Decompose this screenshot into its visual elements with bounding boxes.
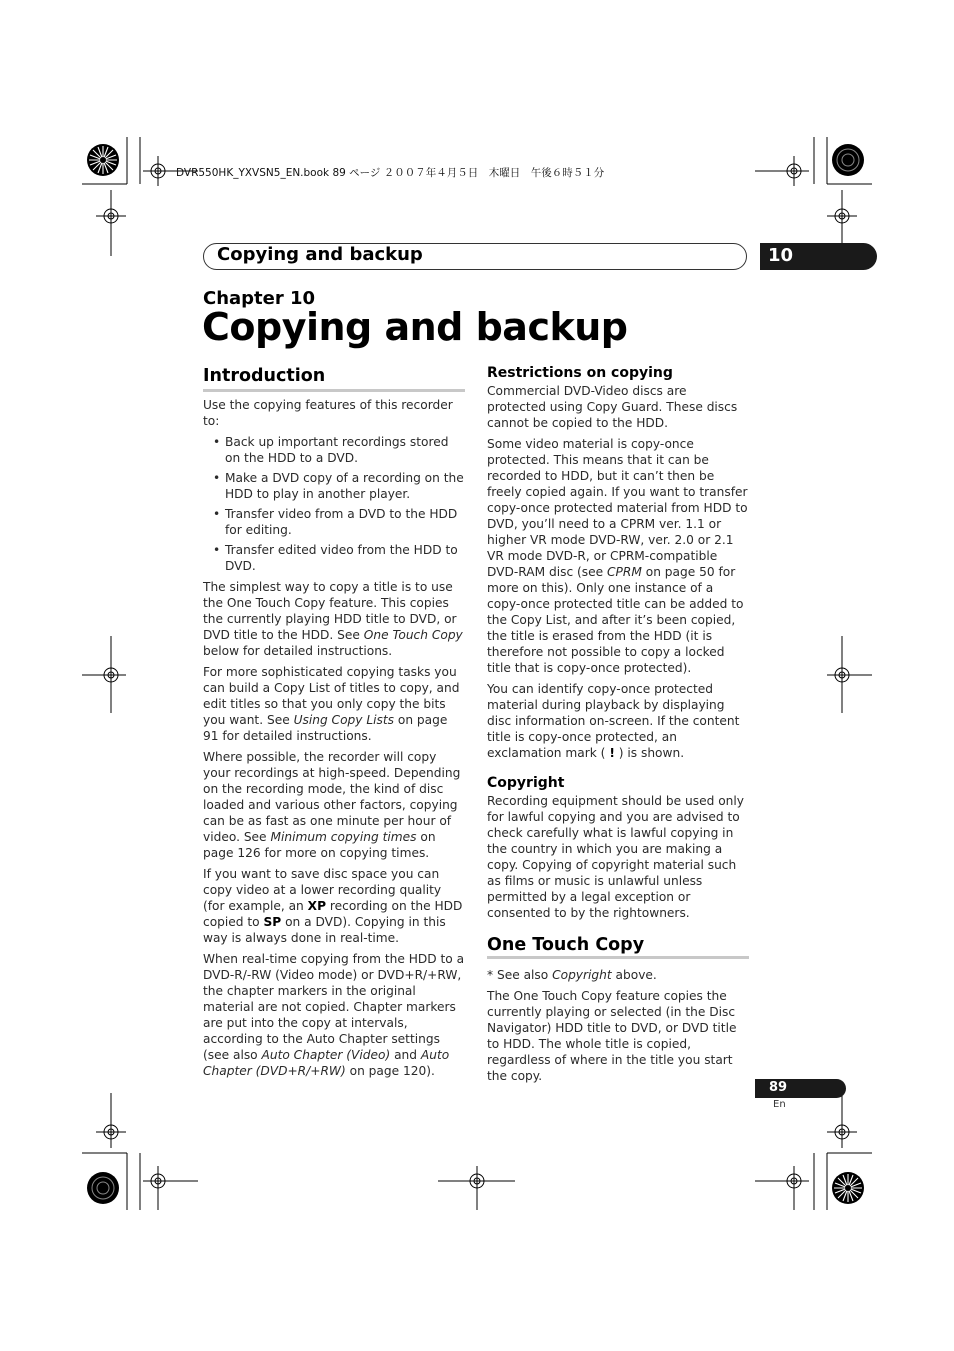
registration-mark: [827, 1093, 857, 1148]
restrictions-paragraph: Some video material is copy-once protected. This means that it can be recorded to HDD, but it can’t then be freely copied again. If you want to transfer copy-once protected material from HDD to DVD, you’ll need to a CPRM ver. 1.1 or higher VR mode DVD-RW, ver. 2.0 or 2.1 VR mode DVD-R, or CPRM-compatible DVD-RAM disc (see CPRM on page 50 for more on this). Only one instance of a copy-once protected title can be added to the Copy List, and after it’s been copied, the title is erased from the HDD (it is therefore not possible to copy a locked title that is copy-once protected).: [487, 437, 748, 675]
page-title: Copying and backup: [202, 305, 628, 349]
registration-mark: [755, 1166, 809, 1210]
list-item: • Transfer video from a DVD to the HDD for editing.: [203, 506, 465, 538]
one-touch-paragraph: The One Touch Copy feature copies the currently playing or selected (in the Disc Navigator) HDD title to DVD, or DVD title to HDD. The whole title is copied, regardless of where in the title you start the copy.: [487, 989, 737, 1083]
mode-keyword: XP: [307, 899, 327, 913]
list-item: • Make a DVD copy of a recording on the HDD to play in another player.: [203, 470, 465, 502]
print-header: DVR550HK_YXVSN5_EN.book 89 ページ ２００７年４月５日 木曜日 午後６時５１分: [176, 167, 605, 179]
restrictions-heading: Restrictions on copying: [487, 365, 673, 381]
copyright-heading: Copyright: [487, 775, 565, 791]
cross-reference: Copyright: [552, 968, 612, 982]
copyright-paragraph: Recording equipment should be used only for lawful copying and you are advised to check carefully what is lawful copying in the country in which you are making a copy. Copying of copyright material such as films or music is unlawful unless permitted by a legal exception or consented to by the rightowners.: [487, 794, 744, 920]
intro-paragraph: If you want to save disc space you can copy video at a lower recording quality (for example, an XP recording on the HDD copied to SP on a DVD). Copying in this way is always done in real-time.: [203, 867, 463, 945]
registration-mark: [143, 1166, 198, 1210]
one-touch-copy-heading: One Touch Copy: [487, 937, 749, 959]
exclamation-icon: !: [609, 746, 615, 760]
registration-mark: [96, 1093, 126, 1148]
intro-lead: Use the copying features of this recorder to:: [203, 398, 453, 428]
page-number: 89: [769, 1080, 788, 1095]
intro-paragraph: When real-time copying from the HDD to a DVD-R/-RW (Video mode) or DVD+R/+RW, the chapter markers in the original material are not copied. Chapter markers are put into the copy at intervals, according to the Auto Chapter settings (see also Auto Chapter (Video) and Auto Chapter (DVD+R/+RW) on page 120).: [203, 952, 465, 1078]
mode-keyword: SP: [263, 915, 282, 929]
left-column: [203, 397, 465, 1084]
registration-mark: [827, 636, 872, 713]
introduction-heading: Introduction: [203, 366, 465, 392]
restrictions-paragraph: You can identify copy-once protected material during playback by displaying disc information on-screen. If the content title is copy-once protected, an exclamation mark ( ! ) is shown.: [487, 682, 740, 760]
intro-paragraph: Where possible, the recorder will copy your recordings at high-speed. Depending on the recording mode, the kind of disc loaded and various other factors, copying can be as fast as one minute per hour of video. See Minimum copying times on page 126 for more on copying times.: [203, 750, 461, 860]
cross-reference: Auto Chapter (Video): [261, 1048, 391, 1062]
cross-reference: Auto Chapter (DVD+R/+RW): [203, 1048, 450, 1078]
right-column: [487, 365, 749, 1089]
cross-reference: One Touch Copy: [363, 628, 463, 642]
registration-mark: [82, 636, 126, 713]
starburst-mark: [832, 1172, 864, 1204]
list-item: • Back up important recordings stored on the HDD to a DVD.: [203, 434, 465, 466]
chapter-badge-number: 10: [768, 245, 794, 266]
starburst-mark: [87, 144, 119, 176]
one-touch-note: * See also Copyright above.: [487, 968, 657, 982]
registration-mark: [438, 1166, 515, 1210]
cross-reference: Minimum copying times: [270, 830, 417, 844]
registration-mark: [96, 190, 126, 256]
cross-reference: Using Copy Lists: [293, 713, 394, 727]
intro-paragraph: The simplest way to copy a title is to use the One Touch Copy feature. This copies the currently playing HDD title to DVD, or DVD title to the HDD. See One Touch Copy below for detailed instructions.: [203, 580, 463, 658]
cross-reference: CPRM: [607, 565, 642, 579]
list-item: • Transfer edited video from the HDD to DVD.: [203, 542, 465, 574]
intro-bullet-list: [203, 434, 465, 574]
restrictions-paragraph: Commercial DVD-Video discs are protected using Copy Guard. These discs cannot be copied to the HDD.: [487, 384, 738, 430]
page-language: En: [773, 1099, 786, 1110]
intro-paragraph: For more sophisticated copying tasks you can build a Copy List of titles to copy, and edit titles so that you only copy the bits you want. See Using Copy Lists on page 91 for detailed instructions.: [203, 665, 460, 743]
registration-mark: [755, 156, 809, 186]
section-tab-title: Copying and backup: [217, 244, 423, 265]
starburst-mark: [87, 1172, 119, 1204]
chapter-label: Chapter 10: [203, 288, 316, 309]
starburst-mark: [832, 144, 864, 176]
